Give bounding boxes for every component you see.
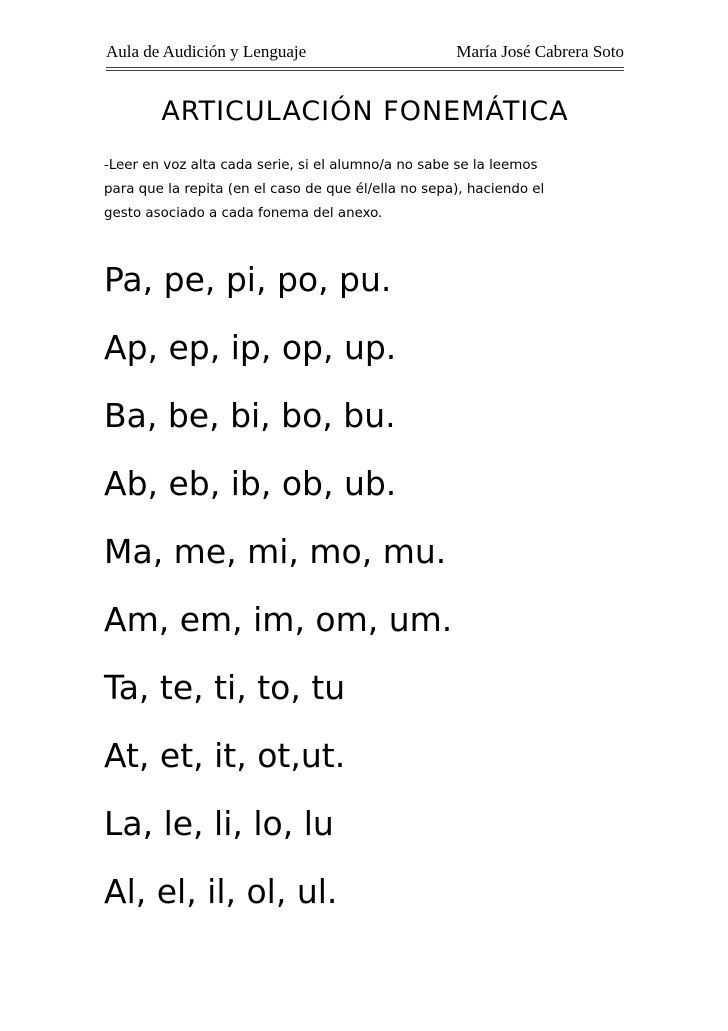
syllable-series-item: Ma, me, mi, mo, mu. — [104, 532, 447, 571]
syllable-series-item: Ab, eb, ib, ob, ub. — [104, 464, 397, 503]
syllable-series-item: Al, el, il, ol, ul. — [104, 872, 338, 911]
syllable-series-item: At, et, it, ot,ut. — [104, 736, 346, 775]
instructions-paragraph — [104, 154, 629, 226]
header-divider — [106, 67, 624, 71]
page-header — [106, 38, 624, 66]
syllable-series-item: Ta, te, ti, to, tu — [104, 668, 346, 707]
header-author-text: María José Cabrera Soto — [456, 42, 624, 61]
syllable-series-item: Pa, pe, pi, po, pu. — [104, 260, 392, 299]
syllable-series-item: Ba, be, bi, bo, bu. — [104, 396, 396, 435]
syllable-series-item: Ap, ep, ip, op, up. — [104, 328, 397, 367]
syllable-series-item: La, le, li, lo, lu — [104, 804, 334, 843]
document-title: ARTICULACIÓN FONEMÁTICA — [161, 96, 569, 127]
header-left-text: Aula de Audición y Lenguaje — [106, 42, 307, 61]
instructions-line: gesto asociado a cada fonema del anexo. — [104, 206, 383, 221]
instructions-line: -Leer en voz alta cada serie, si el alumno/a no sabe se la leemos — [104, 158, 538, 173]
syllable-series-item: Am, em, im, om, um. — [104, 600, 453, 639]
instructions-line: para que la repita (en el caso de que él/ella no sepa), haciendo el — [104, 182, 545, 197]
